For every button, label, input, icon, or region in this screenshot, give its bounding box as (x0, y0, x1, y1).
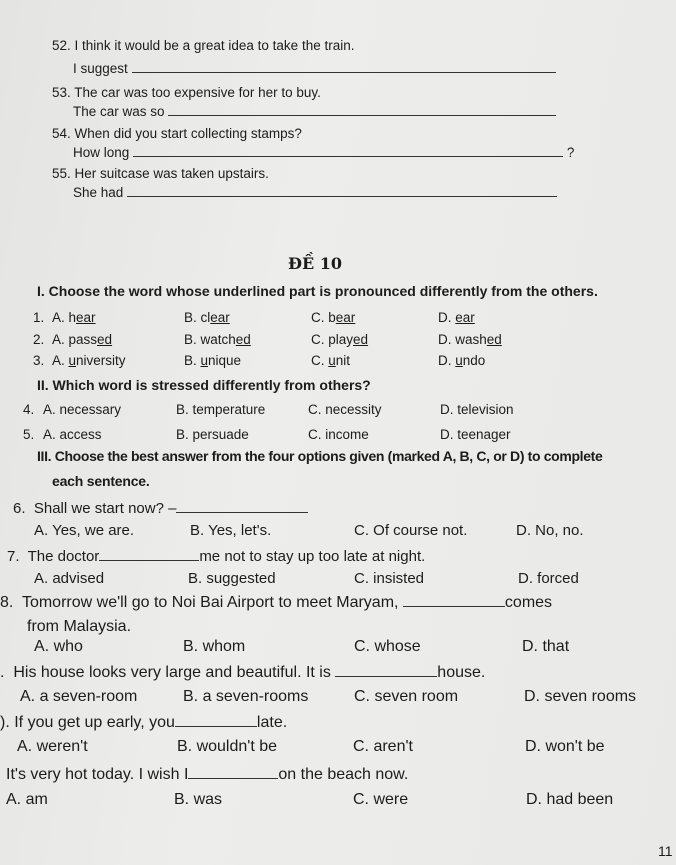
q7-option-b[interactable]: B. suggested (188, 570, 276, 587)
q54-prompt: 54. When did you start collecting stamps? (52, 126, 302, 141)
q5-option-d[interactable]: D. teenager (440, 427, 511, 442)
q11-blank[interactable] (188, 777, 278, 779)
q9-blank[interactable] (335, 675, 437, 677)
q52-prompt: 52. I think it would be a great idea to take the train. (52, 38, 355, 53)
q4-option-c[interactable]: C. necessity (308, 402, 382, 417)
q9-option-a[interactable]: A. a seven-room (20, 688, 138, 705)
q9-stem: . His house looks very large and beautiful. It is house. (0, 664, 486, 681)
q1-option-b[interactable]: B. clear (184, 310, 230, 325)
q53-blank[interactable] (168, 114, 556, 116)
q4-option-b[interactable]: B. temperature (176, 402, 266, 417)
q10-stem: ). If you get up early, you late. (0, 714, 288, 731)
q1-option-c[interactable]: C. bear (311, 310, 356, 325)
q11-option-d[interactable]: D. had been (526, 791, 614, 808)
q2-option-b[interactable]: B. watched (184, 332, 251, 347)
q2-option-a[interactable]: A. passed (52, 332, 113, 347)
section3-heading: III. Choose the best answer from the four options given (marked A, B, C, or D) to complete (37, 448, 603, 464)
exam-title: ĐỀ 10 (288, 254, 343, 273)
section1-heading: I. Choose the word whose underlined part is pronounced differently from the others. (37, 283, 598, 299)
q4-option-d[interactable]: D. television (440, 402, 514, 417)
q3-option-d[interactable]: D. undo (438, 353, 486, 368)
q4-option-a[interactable]: A. necessary (43, 402, 122, 417)
q7-option-a[interactable]: A. advised (34, 570, 105, 587)
q6-option-c[interactable]: C. Of course not. (354, 522, 468, 539)
q1-option-a[interactable]: A. hear (52, 310, 96, 325)
q7-blank[interactable] (99, 559, 199, 561)
q8-stem-line2: from Malaysia. (27, 618, 132, 635)
q7-stem: 7. The doctor me not to stay up too late at night. (7, 548, 426, 565)
q55-prompt: 55. Her suitcase was taken upstairs. (52, 166, 269, 181)
q53-answer-line: The car was so (73, 104, 556, 119)
q10-blank[interactable] (175, 725, 257, 727)
q2-option-c[interactable]: C. played (311, 332, 369, 347)
q5-option-b[interactable]: B. persuade (176, 427, 249, 442)
q8-stem: 8. Tomorrow we'll go to Noi Bai Airport to meet Maryam, comes (0, 594, 553, 611)
q52-blank[interactable] (132, 71, 556, 73)
q10-option-a[interactable]: A. weren't (17, 738, 88, 755)
q10-option-b[interactable]: B. wouldn't be (177, 738, 278, 755)
q1-option-d[interactable]: D. ear (438, 310, 475, 325)
q52-answer-line: I suggest (73, 61, 556, 76)
q10-option-c[interactable]: C. aren't (353, 738, 413, 755)
q6-option-a[interactable]: A. Yes, we are. (34, 522, 135, 539)
q3-option-c[interactable]: C. unit (311, 353, 351, 368)
q6-stem: 6. Shall we start now? – (13, 500, 308, 517)
q11-stem: It's very hot today. I wish I on the beach now. (6, 766, 409, 783)
q7-option-d[interactable]: D. forced (518, 570, 579, 587)
q53-prompt: 53. The car was too expensive for her to buy. (52, 85, 321, 100)
q8-option-b[interactable]: B. whom (183, 638, 246, 655)
q9-option-d[interactable]: D. seven rooms (524, 688, 637, 705)
q6-option-b[interactable]: B. Yes, let's. (190, 522, 272, 539)
q5-option-c[interactable]: C. income (308, 427, 369, 442)
q9-option-c[interactable]: C. seven room (354, 688, 459, 705)
q5-option-a[interactable]: A. access (43, 427, 102, 442)
q3-option-b[interactable]: B. unique (184, 353, 242, 368)
q55-blank[interactable] (127, 195, 557, 197)
q6-blank[interactable] (176, 511, 308, 513)
q11-option-b[interactable]: B. was (174, 791, 223, 808)
section3-heading-line2: each sentence. (52, 473, 150, 489)
section2-heading: II. Which word is stressed differently from others? (37, 377, 371, 393)
q6-option-d[interactable]: D. No, no. (516, 522, 584, 539)
q8-option-d[interactable]: D. that (522, 638, 570, 655)
q10-option-d[interactable]: D. won't be (525, 738, 605, 755)
q7-option-c[interactable]: C. insisted (354, 570, 425, 587)
q11-option-a[interactable]: A. am (6, 791, 48, 808)
q55-answer-line: She had (73, 185, 557, 200)
q11-option-c[interactable]: C. were (353, 791, 409, 808)
q8-option-a[interactable]: A. who (34, 638, 83, 655)
q2-option-d[interactable]: D. washed (438, 332, 502, 347)
q3-option-a[interactable]: A. university (52, 353, 126, 368)
q8-option-c[interactable]: C. whose (354, 638, 421, 655)
q54-answer-line: How long ? (73, 145, 575, 160)
q8-blank[interactable] (403, 605, 505, 607)
q9-option-b[interactable]: B. a seven-rooms (183, 688, 309, 705)
q54-blank[interactable] (133, 155, 563, 157)
page-number: 11 (658, 843, 673, 859)
